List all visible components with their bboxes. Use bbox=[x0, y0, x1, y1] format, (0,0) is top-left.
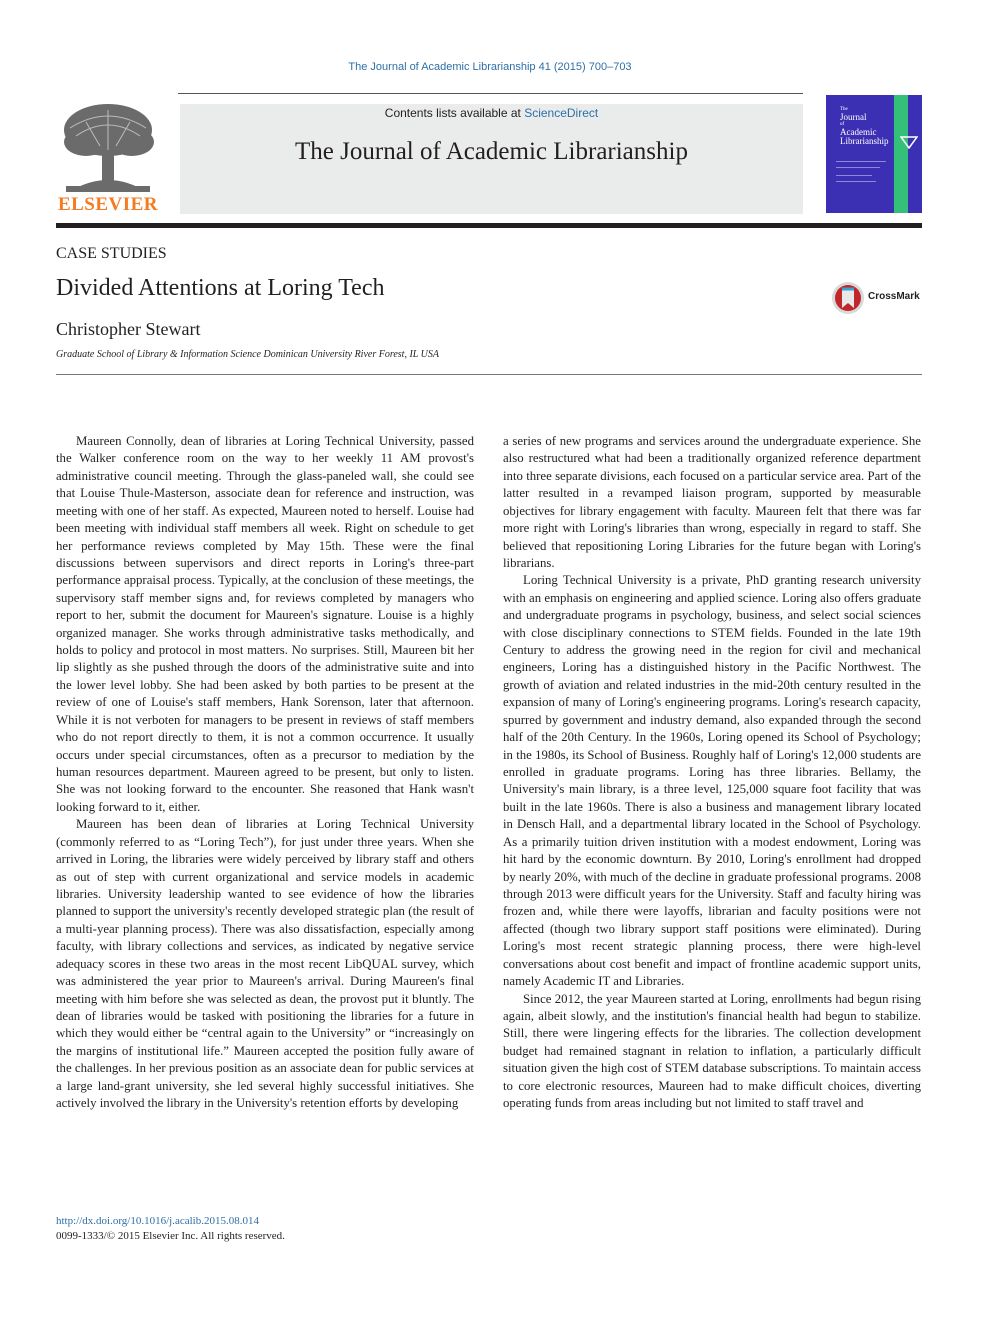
body-paragraph: Maureen Connolly, dean of libraries at Loring Technical University, passed the Walker conference room on the way to her weekly 11 AM provost's administrative council meeting. Through the glass-paneled wall, she could see that Louise Thule-Masterson, associate dean for reference and instruction, was meeting with one of her staff. As expected, Maureen noted to herself. Louise had been meeting with individual staff members all week. Right on schedule to get her performance reviews completed by May 15th. These were the final discussions between supervisors and direct reports in Loring's three-part performance appraisal process. Typically, at the conclusion of these meetings, the supervisory staff member signs and, for reviews completed by managers who report to her, submit the document for Maureen's signature. Louise is a highly organized manager. She works through administrative tasks methodically, and holds to policy and protocol in most matters. No surprises. Still, Maureen bit her lip slightly as she pushed through the doors of the administrative suite and into the lower level lobby. She had been asked by both parties to be present at the review of one of Louise's staff members, Hank Sorenson, later that afternoon. While it is not verboten for managers to be present in reviews of staff members who do not report directly to them, it is not a common occurrence. It usually occurs under special circumstances, often as a precursor to mediation by the human resources department. Maureen agreed to be present, but only to listen. She was not looking forward to the encounter. She reasoned that Hank wasn't looking forward to it, either. bbox=[56, 434, 474, 814]
cover-line bbox=[836, 167, 880, 168]
body-paragraph: Maureen has been dean of libraries at Loring Technical University (commonly referred to as “Loring Tech”), for just under three years. When she arrived in Loring, the libraries were widely perceived by library staff and others as out of step with current organizational and service models in academic libraries. University leadership wanted to see evidence of how the libraries planned to support the university's recently developed strategic plan (the result of a multi-year planning process). There was also dissatisfaction, especially among faculty, with library collections and services, as indicated by negative service adequacy scores in these two areas in the most recent LibQUAL survey, which was administered the year prior to Maureen's arrival. During Maureen's final meeting with him before she was selected as dean, the provost put it bluntly. The dean of libraries would be tasked with positioning the libraries for a future in which they would either be “central again to the University” or “increasingly on the margins of institutional life.” Maureen accepted the position fully aware of the challenges. In her previous position as an associate dean for public services at a large land-grant university, she led several highly successful initiatives. She actively involved the library in the University's retention efforts by developing bbox=[56, 817, 474, 1111]
cover-line bbox=[836, 181, 876, 182]
elsevier-wordmark: ELSEVIER bbox=[57, 194, 159, 215]
body-column-left bbox=[56, 433, 474, 1112]
cover-title-line-3: of bbox=[840, 122, 845, 127]
doi-link[interactable]: http://dx.doi.org/10.1016/j.acalib.2015.08.014 bbox=[56, 1215, 259, 1227]
cover-triangle-icon bbox=[900, 135, 918, 149]
cover-title-line-1: The bbox=[840, 107, 848, 112]
author-affiliation: Graduate School of Library & Information Science Dominican University River Forest, IL USA bbox=[56, 349, 440, 360]
crossmark-label: CrossMark bbox=[868, 291, 920, 302]
elsevier-tree-icon bbox=[56, 100, 160, 196]
cover-line bbox=[836, 175, 872, 176]
body-column-right bbox=[503, 433, 921, 1112]
author-name[interactable]: Christopher Stewart bbox=[56, 319, 201, 339]
journal-citation[interactable]: The Journal of Academic Librarianship 41 (2015) 700–703 bbox=[348, 61, 632, 73]
body-paragraph: Since 2012, the year Maureen started at Loring, enrollments had begun rising again, albeit slowly, and the institution's financial health had begun to stabilize. Still, there were lingering effects for the libraries. The collection development budget had remained stagnant in relation to inflation, a particularly difficult situation given the high cost of STEM database subscriptions. To maintain access to core electronic resources, Maureen had to make difficult choices, diverting operating funds from areas including but not limited to staff travel and bbox=[503, 991, 921, 1111]
body-paragraph: Loring Technical University is a private, PhD granting research university with an emphasis on engineering and applied science. Loring also offers graduate and undergraduate programs in psychology, business, and select social sciences with close disciplinary connections to STEM fields. Founded in the late 19th Century to address the growing need in the region for civil and mechanical engineers, Loring has a distinguished history in the Pacific Northwest. The growth of aviation and related industries in the mid-20th century resulted in the expansion of many of Loring's engineering programs. Loring's research capacity, spurred by government and industry demand, also expanded through the second half of the 20th Century. In the 1960s, Loring opened its School of Psychology; in the 1980s, its School of Business. Roughly half of Loring's 12,000 students are enrolled in graduate programs. Loring has three libraries. Bellamy, the University's main library, is a three level, 125,000 square foot facility that was built in the late 1960s. There is also a business and management library located in Densch Hall, and a departmental library located in the School of Psychology. As a primarily tuition driven institution with a modest endowment, Loring was hit hard by the economic downturn. By 2010, Loring's enrollment had dropped by nearly 20%, with much of the decline in graduate professional programs. 2008 through 2013 were difficult years for the University. Staff and faculty hiring was frozen and, while there were layoffs, librarian and faculty positions were not affected (though two library support staff positions were eliminated). During Loring's most recent strategic planning process, there were high-level conversations about cost benefit and impact of frontline academic support units, namely Academic IT and Libraries. bbox=[503, 573, 921, 989]
sciencedirect-link[interactable]: ScienceDirect bbox=[524, 106, 599, 120]
contents-available-line bbox=[180, 106, 803, 120]
header-bottom-rule bbox=[56, 374, 922, 375]
crossmark-badge[interactable] bbox=[831, 280, 923, 316]
masthead-divider bbox=[56, 223, 922, 228]
section-label: CASE STUDIES bbox=[56, 245, 167, 262]
crossmark-icon bbox=[831, 281, 865, 315]
elsevier-logo[interactable] bbox=[56, 100, 160, 216]
copyright-notice: 0099-1333/© 2015 Elsevier Inc. All rights reserved. bbox=[56, 1230, 285, 1242]
journal-title[interactable]: The Journal of Academic Librarianship bbox=[295, 138, 688, 165]
cover-title-line-4: Academic bbox=[840, 127, 877, 137]
body-paragraph: a series of new programs and services around the undergraduate experience. She also restructured what had been a traditionally organized reference department into three separate divisions, each focused on a particular service area. Part of the latter resulted in a revamped liaison program, supported by measurable objectives for library engagement with faculty. Maureen felt that there was far more right with Loring's libraries than wrong, especially in regard to staff. She believed that repositioning Loring Libraries for the future began with Loring's librarians. bbox=[503, 434, 921, 570]
article-title: Divided Attentions at Loring Tech bbox=[56, 275, 385, 301]
journal-cover-thumbnail[interactable] bbox=[826, 95, 922, 213]
cover-title-line-5: Librarianship bbox=[840, 136, 889, 146]
contents-prefix: Contents lists available at bbox=[384, 106, 525, 120]
journal-masthead bbox=[180, 104, 803, 214]
cover-title-line-2: Journal bbox=[840, 112, 867, 122]
cover-line bbox=[836, 161, 886, 162]
header-rule bbox=[178, 93, 803, 94]
